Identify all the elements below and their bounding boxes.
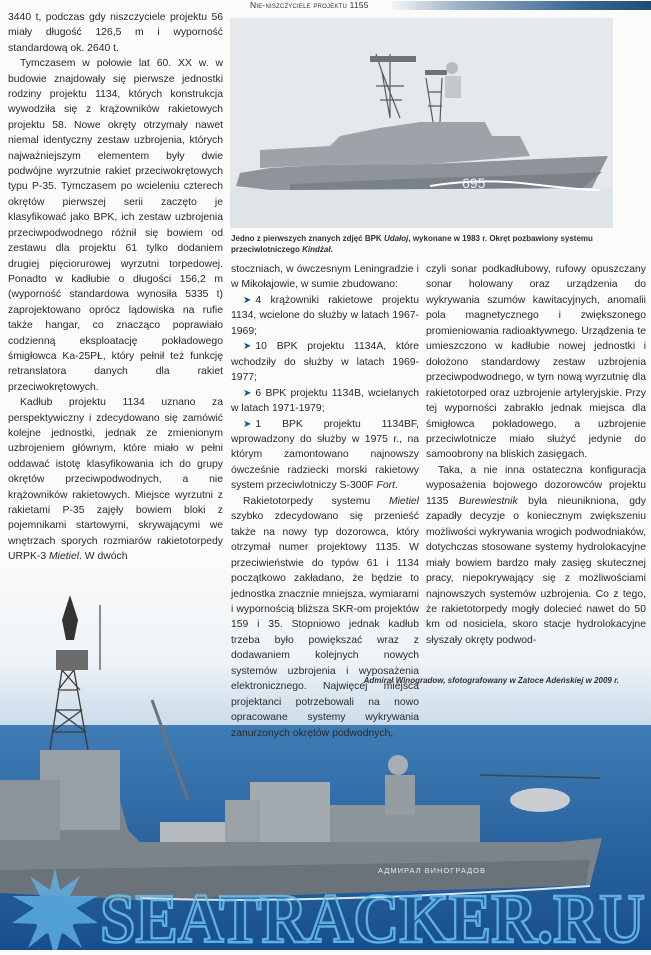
italic-text: Mietiel xyxy=(49,551,80,563)
arrow-bullet-icon: ➤ xyxy=(243,341,252,353)
list-item xyxy=(231,386,419,417)
italic-text: Burewiestnik xyxy=(458,495,518,507)
paragraph xyxy=(426,463,646,648)
arrow-bullet-icon: ➤ xyxy=(243,418,252,430)
list-item xyxy=(231,417,419,494)
running-header: Nie-niszczyciele projektu 1155 xyxy=(250,0,369,10)
paragraph: czyli sonar podkadłubowy, rufowy opuszczany sonar holowany oraz urządzenia do wykrywania szumów kawitacyjnych, anomalii pola magnetycznego i zwiększonego promieniowania radioaktywnego. Urządzenia te umieszczono w kadłubie nowej jednostki i dołożono standardowy zestaw uzbrojenia przeciwpodwodnego, w tym nową wyrzutnię dla rakietotorped oraz uzbrojenie artyleryjskie. Przy tej wyporności zabrakło jednak miejsca dla śmigłowca pokładowego, a uzbrojenie przeciwlotnicze miało służyć jedynie do samoobrony na bliskich zasięgach. xyxy=(426,264,646,461)
list-item xyxy=(231,339,419,385)
hull-number: 695 xyxy=(462,175,486,191)
photo-caption-top xyxy=(231,233,646,255)
caption-italic: Admirał Winogradow xyxy=(363,676,444,685)
italic-text: Mietiel xyxy=(388,495,419,507)
photo-udaloj-1983 xyxy=(230,18,651,228)
list-item xyxy=(231,293,419,339)
caption-text: . xyxy=(330,245,333,254)
list-item-text: 6 BPK projektu 1134B, wcielanych w latach 1971-1979; xyxy=(231,387,419,415)
text: Kadłub projektu 1134 uznano za perspektywiczny i zdecydowano się zamówić kolejne jednostki, jednak ze zmienionym uzbrojeniem głównym, które miało w pełni oddawać istotę klasyfikowania ich do grupy okrętów przeciwpodwodnych, a nie krążowników rakietowych. Miejsce wyrzutni z rakietami P-35 zajęły bowiem bloki z pojemnikami startowymi, skrywającymi we wnętrzach sporych rozmiarów rakietotorpedy URPK-3 xyxy=(8,397,223,563)
photo-caption-bottom xyxy=(364,676,619,685)
paragraph xyxy=(8,395,223,564)
paragraph: 3440 t, podczas gdy niszczyciele projektu 56 miały długość 126,5 m i wyporność standardową ok. 2640 t. xyxy=(8,12,223,54)
paragraph: Tymczasem w połowie lat 60. XX w. w budowie znajdowały się pierwsze jednostki rodziny projektu 1134, których konstrukcja wywodziła się z krążowników rakietowych projektu 58. Nowe okręty otrzymały nawet niemal identyczny zestaw uzbrojenia, których najważniejszym elementem były dwie podwójne wyrzutnie rakiet przeciwokrętowych typu P-35. Tymczasem po wcieleniu czterech okrętów pierwszej serii zaczęto je klasyfikować jako BPK, ich zestaw uzbrojenia przeciwpodwodnego różnił się bowiem od zestawu dla projektu 61 tylko dodaniem drugiej pięciorurowej wyrzutni torpedowej. Ponadto w kadłubie o długości 156,2 m (wyporność standardowa wynosiła 5335 t) zaprojektowano oprócz lądowiska na rufie także hangar, co znacząco poprawiało codzienną eksploatację pokładowego śmigłowca Ka-25PŁ, który pełnił też funkcję retranslatora danych dla rakiet przeciwokrętowych. xyxy=(8,58,223,393)
right-text-column xyxy=(426,262,646,648)
caption-italic: Kindżał xyxy=(302,245,331,254)
middle-text-column xyxy=(231,262,419,741)
caption-italic: Udałoj xyxy=(383,234,409,243)
watermark xyxy=(0,868,651,950)
watermark-text: SEATRACKER.RU xyxy=(100,881,645,950)
hull-name: АДМИРАЛ ВИНОГРАДОВ xyxy=(378,866,487,875)
list-item-text: 10 BPK projektu 1134A, które wchodziły do służby w latach 1969-1977; xyxy=(231,341,419,384)
left-text-column xyxy=(8,10,223,565)
list-item-text: 4 krążowniki rakietowe projektu 1134, wcielone do służby w latach 1967-1969; xyxy=(231,294,419,337)
text: Taka, a nie inna ostateczna konfiguracja wyposażenia bojowego dozorowców projektu 1135 xyxy=(426,464,646,507)
arrow-bullet-icon: ➤ xyxy=(243,294,252,306)
text: . W dwóch xyxy=(79,551,128,563)
paragraph: stoczniach, w ówczesnym Leningradzie i w Mikołajowie, w sumie zbudowano: xyxy=(231,264,419,291)
paragraph xyxy=(231,494,419,741)
caption-text: , sfotografowany w Zatoce Adeńskiej w 2009 r. xyxy=(443,676,619,685)
text: była nieunikniona, gdy zapadły decyzje o koniecznym zwiększeniu możliwości wykrywania wrogich podwodniaków, dotychczas stosowane systemy hydrolokacyjne miały bowiem bardzo mały zasięg skutecznej pracy, niepokrywający się z możliwościami najnowszych systemów uzbrojenia. Co z tego, że rakietotorpedy mogły dolecieć nawet do 50 km od nosiciela, skoro stacje hydrolokacyjne słyszały okręty podwod- xyxy=(426,495,646,646)
caption-text: , wykonane w 1983 r. Okręt pozbawiony systemu przeciwlotniczego xyxy=(231,234,593,254)
list-item-text: 1 BPK projektu 1134BF, wprowadzony do służby w 1975 r., na którym zamontowano najnowszy ówcześnie radziecki morski rakietowy system przeciwlotniczy S-300F xyxy=(231,418,419,492)
text: Rakietotorpedy systemu xyxy=(243,495,389,507)
text: szybko zdecydowano się przenieść także na nowy typ dozorowca, który otrzymał numer projektowy 1135. W przeciwieństwie do typów 61 i 1134 początkowo zakładano, że będzie to jednostka znacznie mniejsza, wymiarami i wypornością bliższa SKR-om projektów 159 i 35. Stopniowo jednak kadłub trzeba było powiększać wraz z dodawaniem kolejnych nowych systemów uzbrojenia i wyposażenia elektronicznego. Najwięcej miejsca projektanci potrzebowali na nowo opracowane systemy wykrywania zanurzonych okrętów podwodnych, xyxy=(231,511,419,739)
sun-logo-icon xyxy=(12,868,98,950)
arrow-bullet-icon: ➤ xyxy=(243,387,252,399)
text: . xyxy=(395,480,398,492)
caption-text: Jedno z pierwszych znanych zdjęć BPK xyxy=(231,234,384,243)
italic-text: Fort xyxy=(376,480,395,492)
header-gradient-bar xyxy=(392,1,651,10)
